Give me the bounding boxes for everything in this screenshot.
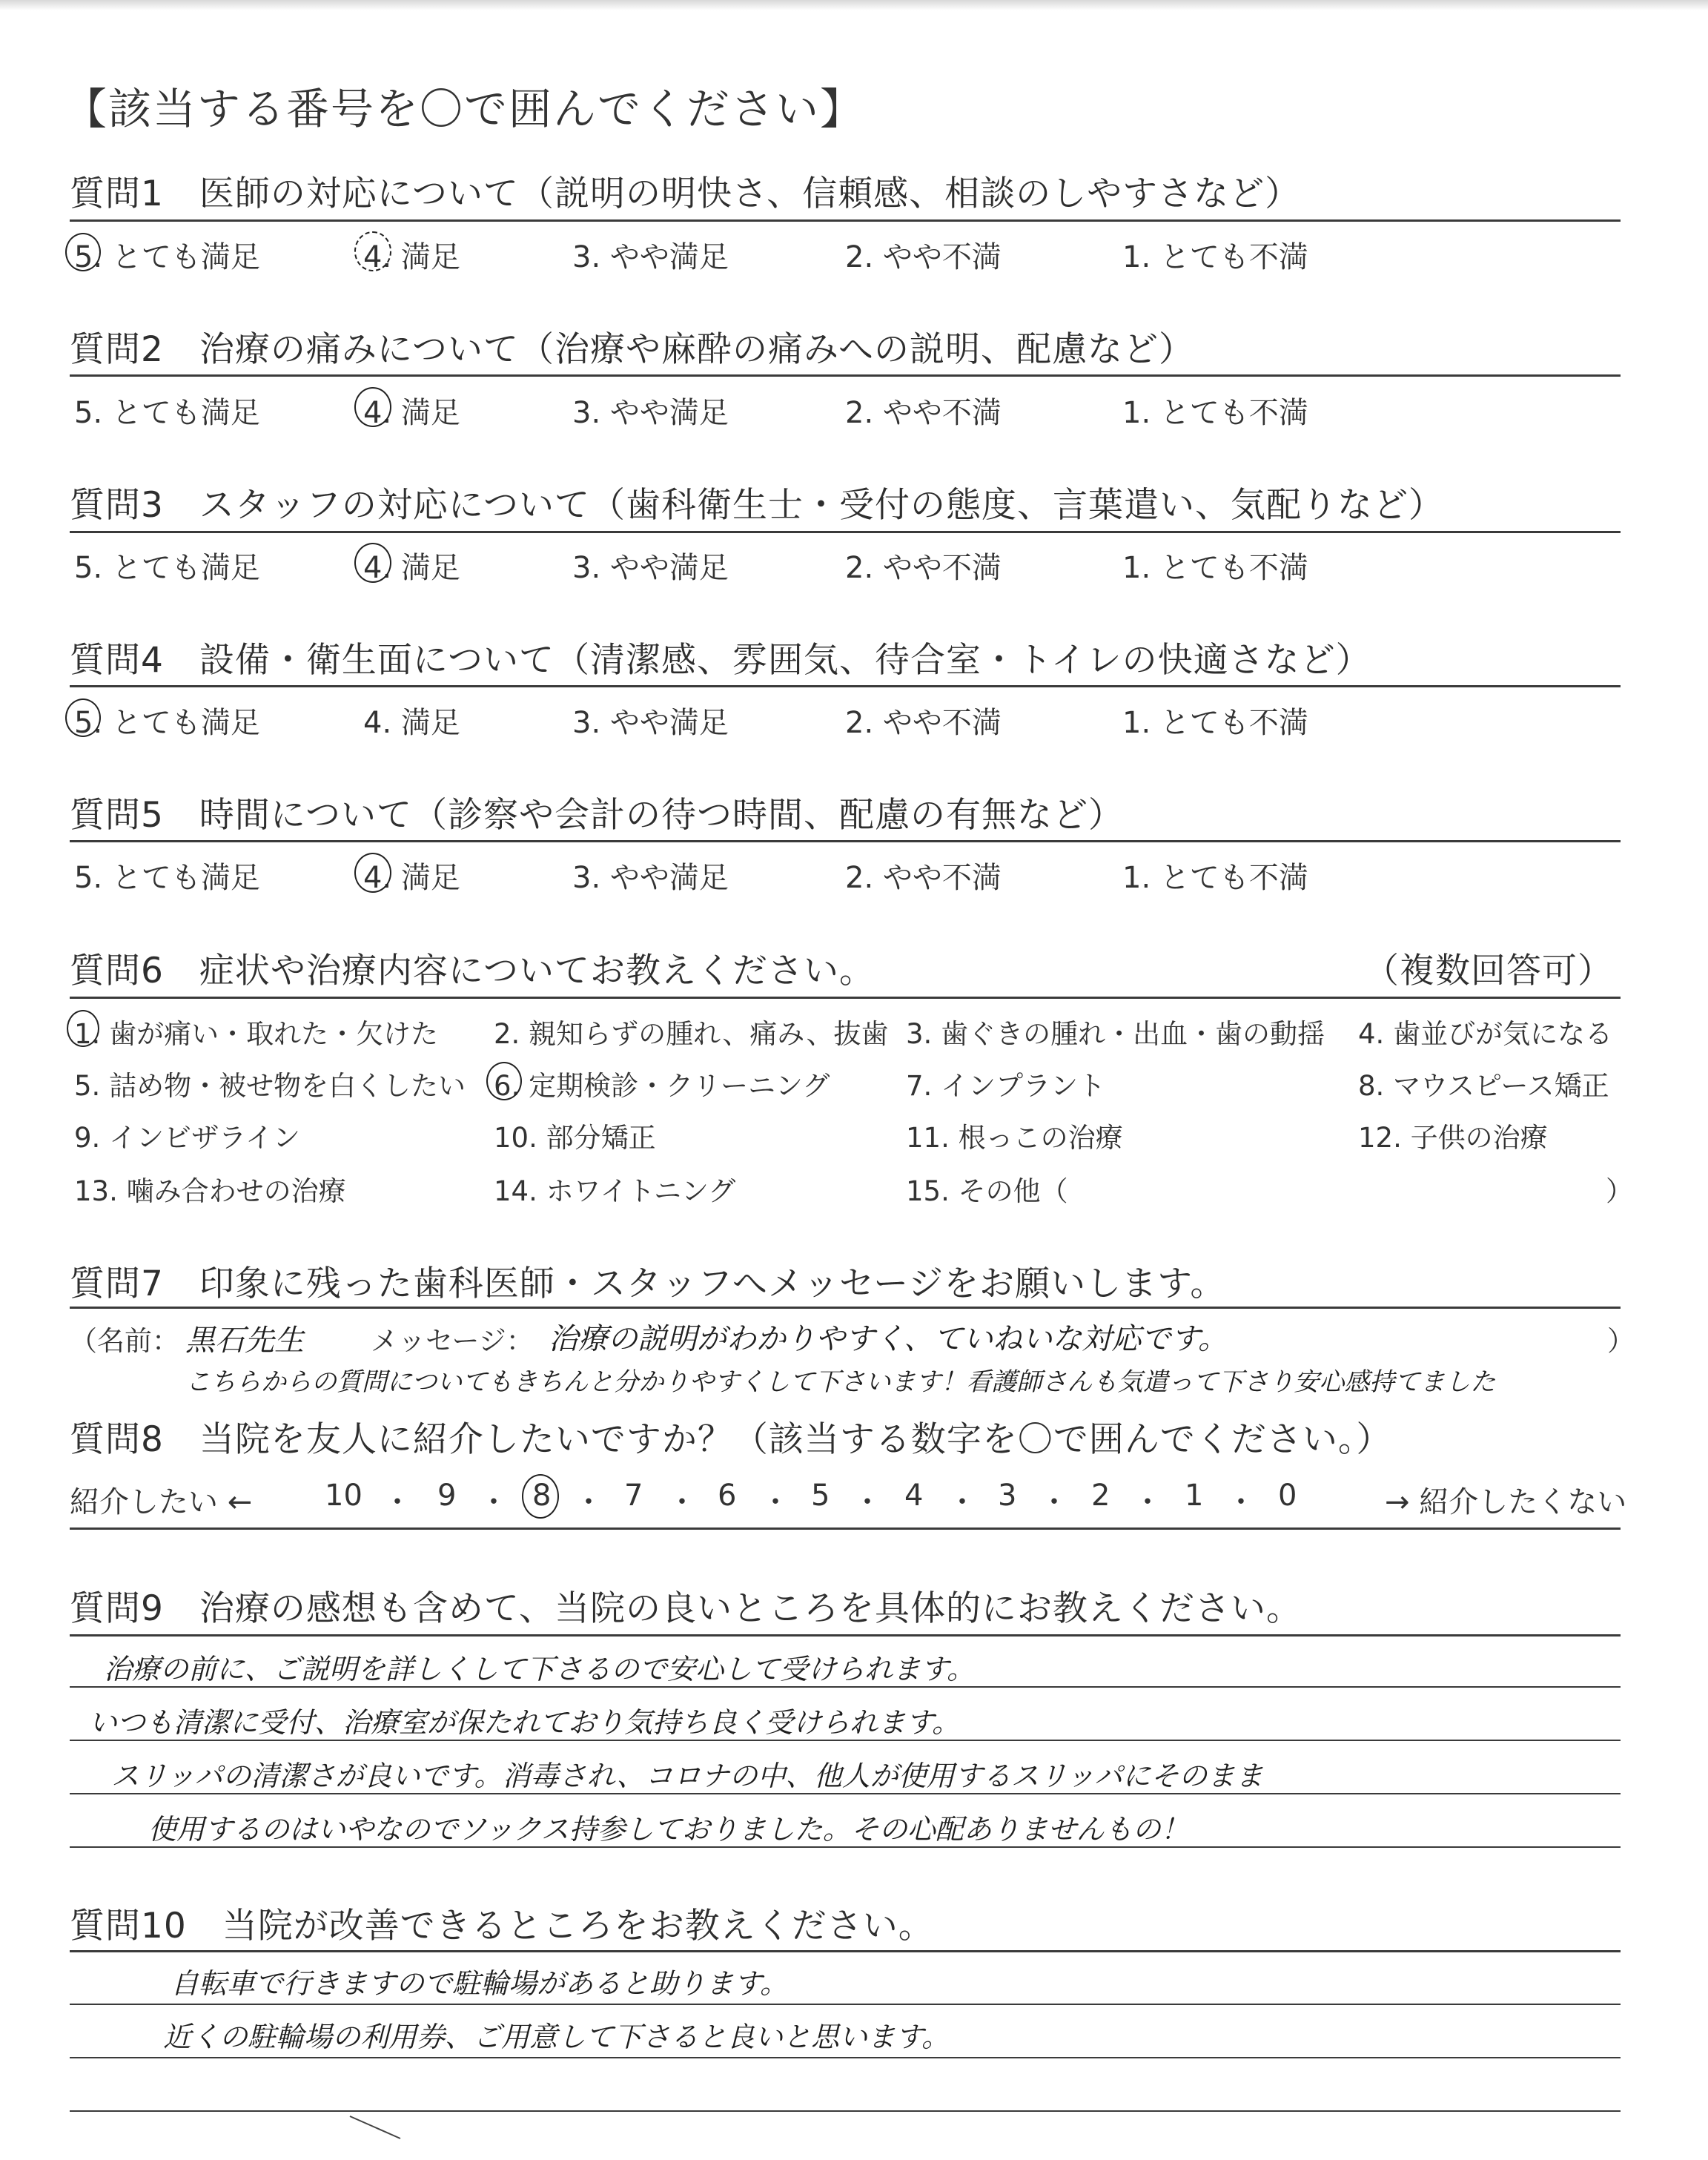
q6-item-5[interactable]: 5. 詰め物・被せ物を白くしたい bbox=[74, 1070, 466, 1102]
q9-answer-line-4[interactable]: 使用するのはいやなのでソックス持参しておりました。その心配ありませんもの！ bbox=[148, 1813, 1189, 1846]
q1-strike-circle bbox=[354, 231, 391, 271]
q8-score-5[interactable]: 5 bbox=[811, 1479, 830, 1513]
q1-label: 質問1 医師の対応について（説明の明快さ、信頼感、相談のしやすさなど） bbox=[70, 174, 1301, 214]
q8-dot: ・ bbox=[1226, 1485, 1256, 1519]
q9-label: 質問9 治療の感想も含めて、当院の良いところを具体的にお教えください。 bbox=[70, 1588, 1302, 1629]
q8-selected-circle bbox=[522, 1474, 559, 1519]
q6-item-14[interactable]: 14. ホワイトニング bbox=[494, 1175, 736, 1207]
q1-option-1[interactable]: 1. とても不満 bbox=[1122, 240, 1308, 274]
q1-option-5[interactable]: 5. とても満足 bbox=[74, 240, 260, 274]
q8-score-0[interactable]: 0 bbox=[1278, 1479, 1297, 1513]
stray-pen-mark bbox=[348, 2113, 408, 2143]
q8-dot: ・ bbox=[667, 1485, 697, 1519]
q2-option-4[interactable]: 4. 満足 bbox=[363, 396, 460, 430]
q3-selected-circle bbox=[354, 543, 391, 583]
q2-option-5[interactable]: 5. とても満足 bbox=[74, 396, 260, 430]
q7-message-label: メッセージ： bbox=[371, 1325, 534, 1357]
q7-name-value[interactable]: 黒石先生 bbox=[185, 1324, 304, 1358]
q5-option-4[interactable]: 4. 満足 bbox=[363, 861, 460, 895]
q8-dot: ・ bbox=[1133, 1485, 1162, 1519]
q6-label: 質問6 症状や治療内容についてお教えください。 bbox=[70, 951, 875, 991]
q3-option-4[interactable]: 4. 満足 bbox=[363, 551, 460, 585]
q3-label: 質問3 スタッフの対応について（歯科衛生士・受付の態度、言葉遣い、気配りなど） bbox=[70, 485, 1444, 526]
q3-option-2[interactable]: 2. やや不満 bbox=[845, 551, 1002, 585]
q8-dot: ・ bbox=[383, 1485, 412, 1519]
q6-item-10[interactable]: 10. 部分矯正 bbox=[494, 1122, 656, 1154]
q8-dot: ・ bbox=[947, 1485, 977, 1519]
q6-note: （複数回答可） bbox=[1364, 951, 1613, 991]
q6-rule bbox=[70, 997, 1621, 999]
q3-option-1[interactable]: 1. とても不満 bbox=[1122, 551, 1308, 585]
q8-score-10[interactable]: 10 bbox=[325, 1479, 363, 1513]
q8-left-label: 紹介したい ← bbox=[70, 1485, 253, 1519]
q10-writing-line bbox=[70, 2004, 1621, 2005]
q2-selected-circle bbox=[354, 387, 391, 427]
q7-name-label: （名前： bbox=[70, 1325, 179, 1357]
q6-item-6[interactable]: 6. 定期検診・クリーニング bbox=[494, 1070, 830, 1102]
q8-score-9[interactable]: 9 bbox=[437, 1479, 457, 1513]
q6-item-7[interactable]: 7. インプラント bbox=[906, 1070, 1106, 1102]
q8-dot: ・ bbox=[574, 1485, 603, 1519]
q9-answer-line-2[interactable]: いつも清潔に受付、治療室が保たれており気持ち良く受けられます。 bbox=[89, 1706, 960, 1739]
q1-rule bbox=[70, 219, 1621, 222]
q8-dot: ・ bbox=[853, 1485, 882, 1519]
q10-label: 質問10 当院が改善できるところをお教えください。 bbox=[70, 1906, 934, 1946]
q2-option-3[interactable]: 3. やや満足 bbox=[572, 396, 729, 430]
q7-message-line-2[interactable]: こちらからの質問についてもきちんと分かりやすくして下さいます！看護師さんも気遣って下さり安心感持てました bbox=[185, 1367, 1496, 1397]
q6-other-close: ） bbox=[1606, 1175, 1633, 1207]
q4-selected-circle bbox=[65, 698, 101, 737]
q4-option-1[interactable]: 1. とても不満 bbox=[1122, 706, 1308, 740]
q1-option-3[interactable]: 3. やや満足 bbox=[572, 240, 729, 274]
q2-rule bbox=[70, 374, 1621, 377]
q6-item-15[interactable]: 15. その他（ bbox=[906, 1175, 1068, 1207]
q1-option-4[interactable]: 4. 満足 bbox=[363, 240, 460, 274]
q5-rule bbox=[70, 840, 1621, 842]
q6-item-13[interactable]: 13. 噛み合わせの治療 bbox=[74, 1175, 346, 1207]
scan-top-shadow bbox=[0, 0, 1708, 10]
q8-label: 質問8 当院を友人に紹介したいですか？（該当する数字を〇で囲んでください。） bbox=[70, 1419, 1392, 1460]
q6-item-9[interactable]: 9. インビザライン bbox=[74, 1122, 300, 1154]
q6-selected-circle-1 bbox=[67, 1010, 99, 1047]
q3-option-5[interactable]: 5. とても満足 bbox=[74, 551, 260, 585]
q10-writing-line bbox=[70, 2057, 1621, 2058]
q10-answer-line-2[interactable]: 近くの駐輪場の利用券、ご用意して下さると良いと思います。 bbox=[163, 2021, 950, 2053]
q1-option-2[interactable]: 2. やや不満 bbox=[845, 240, 1002, 274]
q4-option-4[interactable]: 4. 満足 bbox=[363, 706, 460, 740]
q5-label: 質問5 時間について（診察や会計の待つ時間、配慮の有無など） bbox=[70, 795, 1124, 836]
q8-right-label: → 紹介したくない bbox=[1385, 1485, 1627, 1519]
q5-option-5[interactable]: 5. とても満足 bbox=[74, 861, 260, 895]
q5-option-2[interactable]: 2. やや不満 bbox=[845, 861, 1002, 895]
q7-rule bbox=[70, 1307, 1621, 1309]
q10-writing-line bbox=[70, 2110, 1621, 2112]
q8-rule bbox=[70, 1527, 1621, 1530]
q9-rule bbox=[70, 1634, 1621, 1636]
q6-item-2[interactable]: 2. 親知らずの腫れ、痛み、抜歯 bbox=[494, 1018, 889, 1050]
q6-item-3[interactable]: 3. 歯ぐきの腫れ・出血・歯の動揺 bbox=[906, 1018, 1325, 1050]
q8-dot: ・ bbox=[1039, 1485, 1069, 1519]
q10-rule bbox=[70, 1950, 1621, 1952]
q10-answer-line-1[interactable]: 自転車で行きますので駐輪場があると助ります。 bbox=[171, 1967, 788, 2000]
q6-item-4[interactable]: 4. 歯並びが気になる bbox=[1358, 1018, 1613, 1050]
q6-item-1[interactable]: 1. 歯が痛い・取れた・欠けた bbox=[74, 1018, 439, 1050]
q8-score-2[interactable]: 2 bbox=[1091, 1479, 1110, 1513]
q4-label: 質問4 設備・衛生面について（清潔感、雰囲気、待合室・トイレの快適さなど） bbox=[70, 640, 1371, 681]
q3-rule bbox=[70, 531, 1621, 533]
q6-selected-circle-6 bbox=[486, 1062, 522, 1100]
q9-answer-line-3[interactable]: スリッパの清潔さが良いです。消毒され、コロナの中、他人が使用するスリッパにそのまま bbox=[111, 1760, 1264, 1792]
q8-score-6[interactable]: 6 bbox=[718, 1479, 737, 1513]
q4-rule bbox=[70, 685, 1621, 687]
q4-option-3[interactable]: 3. やや満足 bbox=[572, 706, 729, 740]
q8-score-1[interactable]: 1 bbox=[1185, 1479, 1204, 1513]
page-title: 【該当する番号を〇で囲んでください】 bbox=[64, 84, 865, 134]
q7-close-paren: ） bbox=[1607, 1325, 1635, 1357]
q5-selected-circle bbox=[354, 853, 391, 893]
q4-option-5[interactable]: 5. とても満足 bbox=[74, 706, 260, 740]
q8-score-7[interactable]: 7 bbox=[624, 1479, 643, 1513]
q8-score-4[interactable]: 4 bbox=[904, 1479, 924, 1513]
q7-label: 質問7 印象に残った歯科医師・スタッフへメッセージをお願いします。 bbox=[70, 1264, 1226, 1304]
q4-option-2[interactable]: 2. やや不満 bbox=[845, 706, 1002, 740]
q5-option-1[interactable]: 1. とても不満 bbox=[1122, 861, 1308, 895]
q3-option-3[interactable]: 3. やや満足 bbox=[572, 551, 729, 585]
q2-option-2[interactable]: 2. やや不満 bbox=[845, 396, 1002, 430]
q2-label: 質問2 治療の痛みについて（治療や麻酔の痛みへの説明、配慮など） bbox=[70, 329, 1195, 370]
q6-item-12[interactable]: 12. 子供の治療 bbox=[1358, 1122, 1548, 1154]
q1-selected-circle bbox=[65, 233, 101, 271]
q9-answer-line-1[interactable]: 治療の前に、ご説明を詳しくして下さるので安心して受けられます。 bbox=[104, 1653, 975, 1685]
q8-score-3[interactable]: 3 bbox=[998, 1479, 1017, 1513]
q7-message-line-1[interactable]: 治療の説明がわかりやすく、ていねいな対応です。 bbox=[549, 1322, 1228, 1356]
q6-item-8[interactable]: 8. マウスピース矯正 bbox=[1358, 1070, 1609, 1102]
q8-dot: ・ bbox=[479, 1485, 509, 1519]
q8-dot: ・ bbox=[761, 1485, 790, 1519]
q6-item-11[interactable]: 11. 根っこの治療 bbox=[906, 1122, 1123, 1154]
q8-score-8[interactable]: 8 bbox=[532, 1479, 552, 1513]
q5-option-3[interactable]: 3. やや満足 bbox=[572, 861, 729, 895]
q2-option-1[interactable]: 1. とても不満 bbox=[1122, 396, 1308, 430]
